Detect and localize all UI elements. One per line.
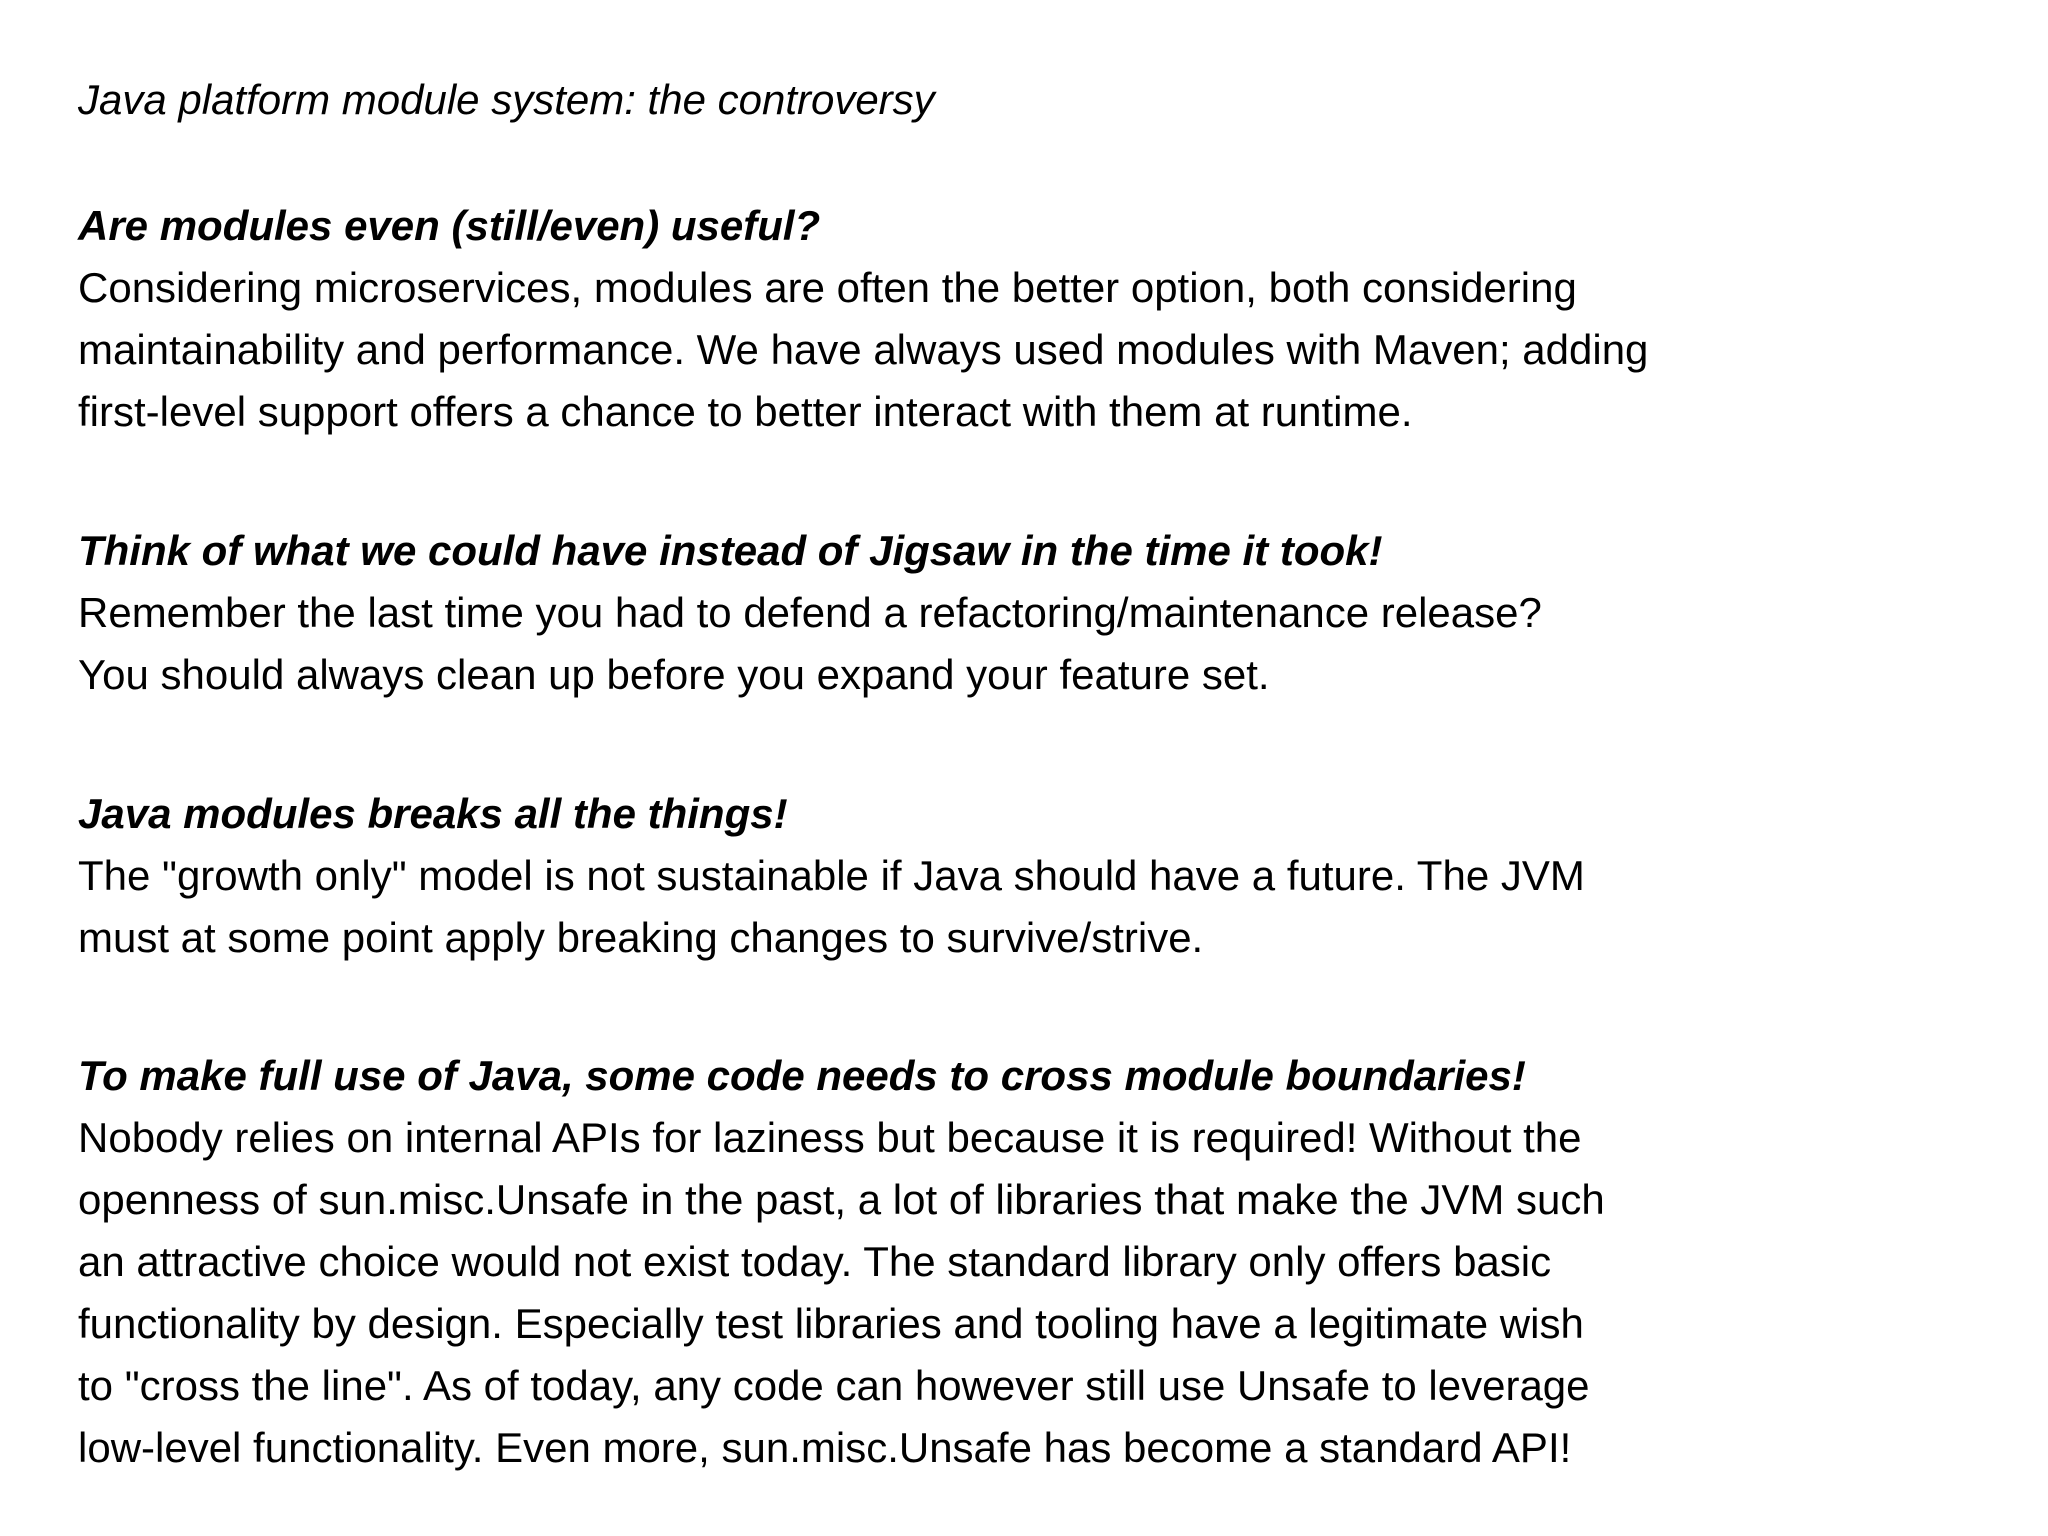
section-text-line: must at some point apply breaking changes to survive/strive. [78,914,1204,961]
page-title: Java platform module system: the controversy [78,76,935,123]
section-text-line: openness of sun.misc.Unsafe in the past, a lot of libraries that make the JVM such [78,1176,1605,1223]
section-text-line: Considering microservices, modules are often the better option, both considering [78,264,1577,311]
section-cross-boundaries [78,1045,1978,1479]
section-text-line: first-level support offers a chance to better interact with them at runtime. [78,388,1413,435]
section-heading: Are modules even (still/even) useful? [78,202,821,249]
section-text-line: to "cross the line". As of today, any code can however still use Unsafe to leverage [78,1362,1590,1409]
section-heading: Think of what we could have instead of Jigsaw in the time it took! [78,527,1383,574]
section-text-line: Nobody relies on internal APIs for laziness but because it is required! Without the [78,1114,1582,1161]
section-text-line: The "growth only" model is not sustainable if Java should have a future. The JVM [78,852,1585,899]
section-text-line: an attractive choice would not exist today. The standard library only offers basic [78,1238,1552,1285]
section-jigsaw-time [78,520,1978,706]
section-text-line: maintainability and performance. We have always used modules with Maven; adding [78,326,1649,373]
section-text-line: functionality by design. Especially test libraries and tooling have a legitimate wish [78,1300,1584,1347]
section-text-line: Remember the last time you had to defend a refactoring/maintenance release? [78,589,1542,636]
section-breaks-things [78,783,1978,969]
section-text-line: You should always clean up before you expand your feature set. [78,651,1270,698]
section-heading: Java modules breaks all the things! [78,790,788,837]
slide [78,70,1978,1471]
section-modules-useful [78,195,1978,443]
section-text-line: low-level functionality. Even more, sun.misc.Unsafe has become a standard API! [78,1424,1572,1471]
section-heading: To make full use of Java, some code needs to cross module boundaries! [78,1052,1526,1099]
